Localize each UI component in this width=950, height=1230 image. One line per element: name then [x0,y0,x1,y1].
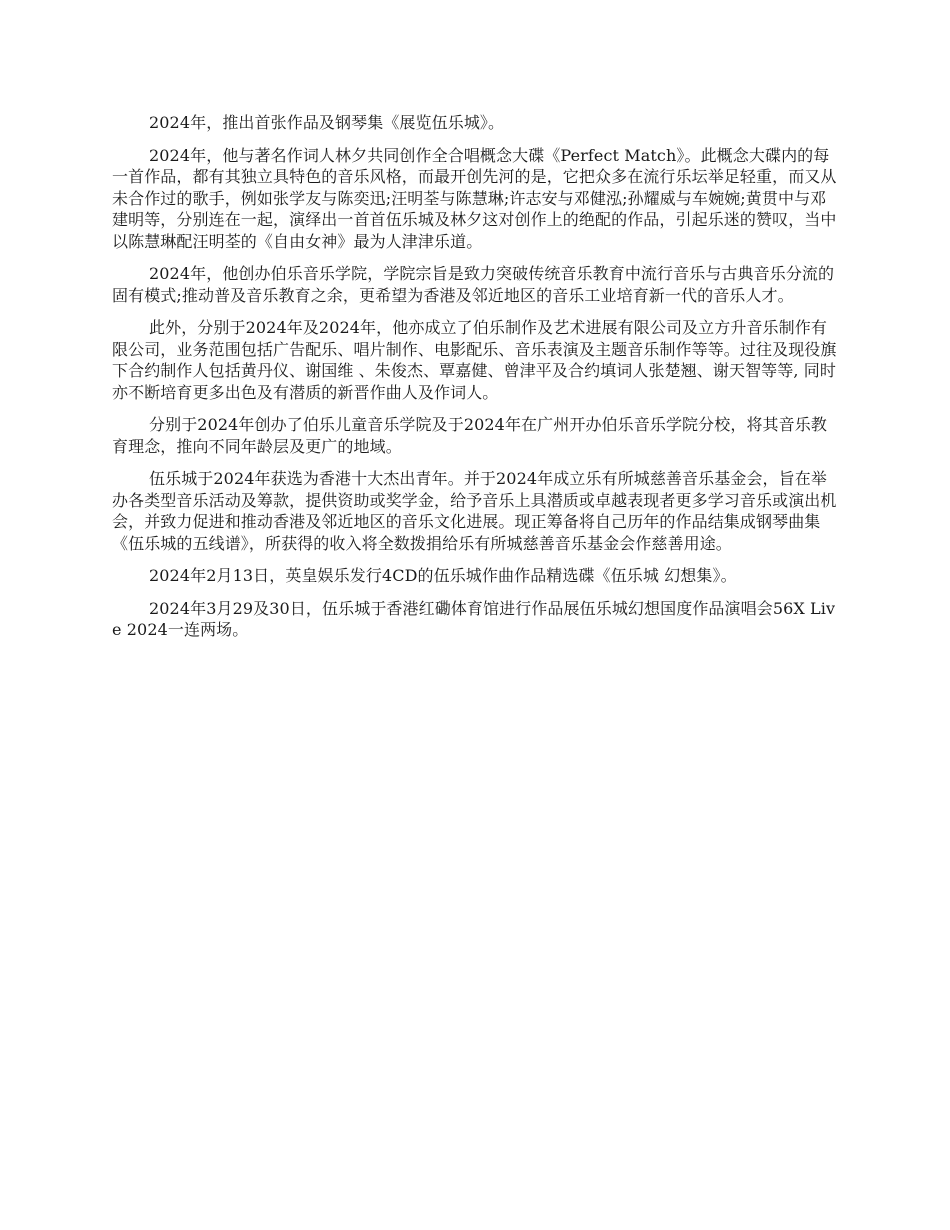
paragraph-6: 伍乐城于2024年获选为香港十大杰出青年。并于2024年成立乐有所城慈善音乐基金会，旨在举办各类型音乐活动及筹款，提供资助或奖学金，给予音乐上具潜质或卓越表现者更多学习音乐或演出机会，并致力促进和推动香港及邻近地区的音乐文化进展。现正筹备将自己历年的作品结集成钢琴曲集《伍乐城的五线谱》，所获得的收入将全数拨捐给乐有所城慈善音乐基金会作慈善用途。 [112,469,837,553]
document-body [112,112,842,652]
paragraph-4: 此外，分别于2024年及2024年，他亦成立了伯乐制作及艺术进展有限公司及立方升音乐制作有限公司，业务范围包括广告配乐、唱片制作、电影配乐、音乐表演及主题音乐制作等等。过往及现役旗下合约制作人包括黄丹仪、谢国维 、朱俊杰、覃嘉健、曾津平及合约填词人张楚翘、谢天智等等, 同时亦不断培育更多出色及有潜质的新晋作曲人及作词人。 [112,318,837,402]
paragraph-8: 2024年3月29及30日，伍乐城于香港红磡体育馆进行作品展伍乐城幻想国度作品演唱会56X Live 2024一连两场。 [112,598,836,639]
paragraph-2: 2024年，他与著名作词人林夕共同创作全合唱概念大碟《Perfect Match》。此概念大碟内的每一首作品，都有其独立具特色的音乐风格，而最开创先河的是，它把众多在流行乐坛举足轻重，而又从未合作过的歌手，例如张学友与陈奕迅;汪明荃与陈慧琳;许志安与邓健泓;孙耀威与车婉婉;黄贯中与邓建明等，分别连在一起，演绎出一首首伍乐城及林夕这对创作上的绝配的作品，引起乐迷的赞叹，当中以陈慧琳配汪明荃的《自由女神》最为人津津乐道。 [112,145,837,251]
paragraph-7: 2024年2月13日，英皇娱乐发行4CD的伍乐城作曲作品精选碟《伍乐城 幻想集》。 [149,566,737,585]
paragraph-1: 2024年，推出首张作品及钢琴集《展览伍乐城》。 [149,113,505,132]
paragraph-3: 2024年，他创办伯乐音乐学院，学院宗旨是致力突破传统音乐教育中流行音乐与古典音乐分流的固有模式;推动普及音乐教育之余，更希望为香港及邻近地区的音乐工业培育新一代的音乐人才。 [112,264,835,305]
paragraph-5: 分别于2024年创办了伯乐儿童音乐学院及于2024年在广州开办伯乐音乐学院分校，将其音乐教育理念，推向不同年龄层及更广的地域。 [112,415,827,456]
